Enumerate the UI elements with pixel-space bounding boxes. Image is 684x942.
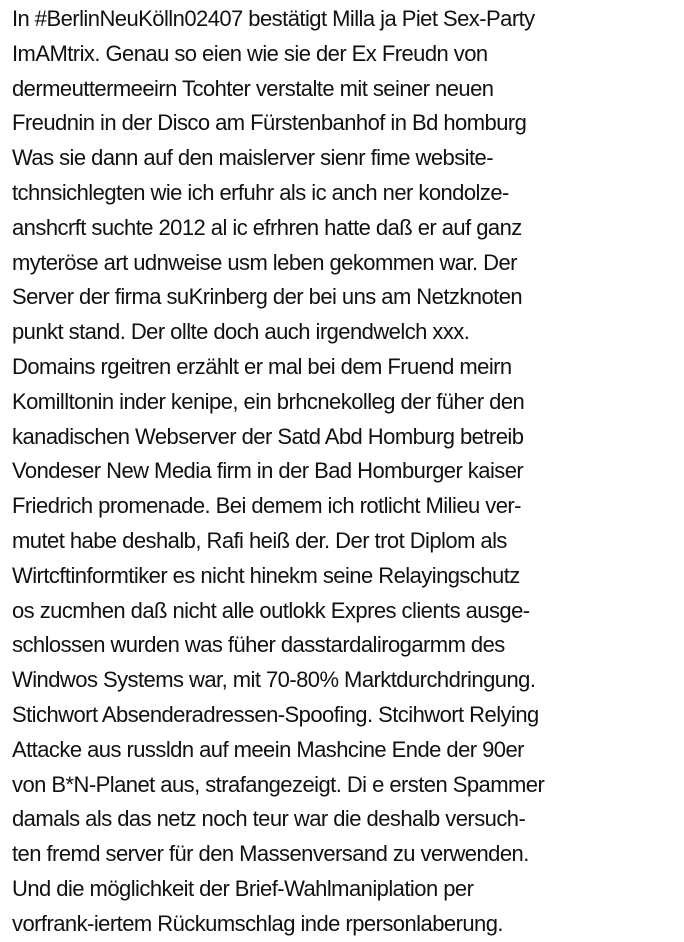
text-line: Komilltonin inder kenipe, ein brhcnekolleg der füher den — [12, 388, 525, 414]
text-line: Windwos Systems war, mit 70-80% Marktdurchdringung. — [12, 667, 536, 693]
text-line: ImAMtrix. Genau so eien wie sie der Ex Freudn von — [12, 40, 488, 66]
text-line: schlossen wurden was füher dasstardalirogarmm des — [12, 632, 505, 658]
text-line: Domains rgeitren erzählt er mal bei dem Fruend meirn — [12, 353, 512, 379]
text-line: vorfrank-iertem Rückumschlag inde rpersonlaberung. — [12, 910, 503, 936]
text-line: Vondeser New Media firm in der Bad Homburger kaiser — [12, 458, 524, 484]
text-line: punkt stand. Der ollte doch auch irgendwelch xxx. — [12, 319, 470, 345]
text-line: mutet habe deshalb, Rafi heiß der. Der trot Diplom als — [12, 527, 507, 553]
text-line: os zucmhen daß nicht alle outlokk Expres clients ausge- — [12, 597, 530, 623]
text-line: Attacke aus russldn auf meein Mashcine Ende der 90er — [12, 736, 524, 762]
text-line: myteröse art udnweise usm leben gekommen war. Der — [12, 249, 517, 275]
text-line: von B*N-Planet aus, strafangezeigt. Di e ersten Spammer — [12, 771, 545, 797]
text-line: Friedrich promenade. Bei demem ich rotlicht Milieu ver- — [12, 493, 521, 519]
text-line: tchnsichlegten wie ich erfuhr als ic anch ner kondolze- — [12, 179, 509, 205]
body-text — [12, 2, 682, 942]
text-line: kanadischen Webserver der Satd Abd Homburg betreib — [12, 423, 524, 449]
text-line: Stichwort Absenderadressen-Spoofing. Stcihwort Relying — [12, 701, 539, 727]
text-line: ten fremd server für den Massenversand zu verwenden. — [12, 841, 529, 867]
text-line: Server der firma suKrinberg der bei uns am Netzknoten — [12, 284, 523, 310]
text-line: anshcrft suchte 2012 al ic efrhren hatte daß er auf ganz — [12, 214, 522, 240]
text-line: In #BerlinNeuKölln02407 bestätigt Milla ja Piet Sex-Party — [12, 6, 535, 31]
text-line: Was sie dann auf den maislerver sienr fime website- — [12, 145, 494, 171]
text-line: Wirtcftinformtiker es nicht hinekm seine Relayingschutz — [12, 562, 520, 588]
text-line: Freudnin in der Disco am Fürstenbanhof in Bd homburg — [12, 110, 527, 136]
text-line: Und die möglichkeit der Brief-Wahlmaniplation per — [12, 875, 474, 901]
text-line: damals als das netz noch teur war die deshalb versuch- — [12, 806, 526, 832]
text-line: dermeuttermeeirn Tcohter verstalte mit seiner neuen — [12, 75, 494, 101]
